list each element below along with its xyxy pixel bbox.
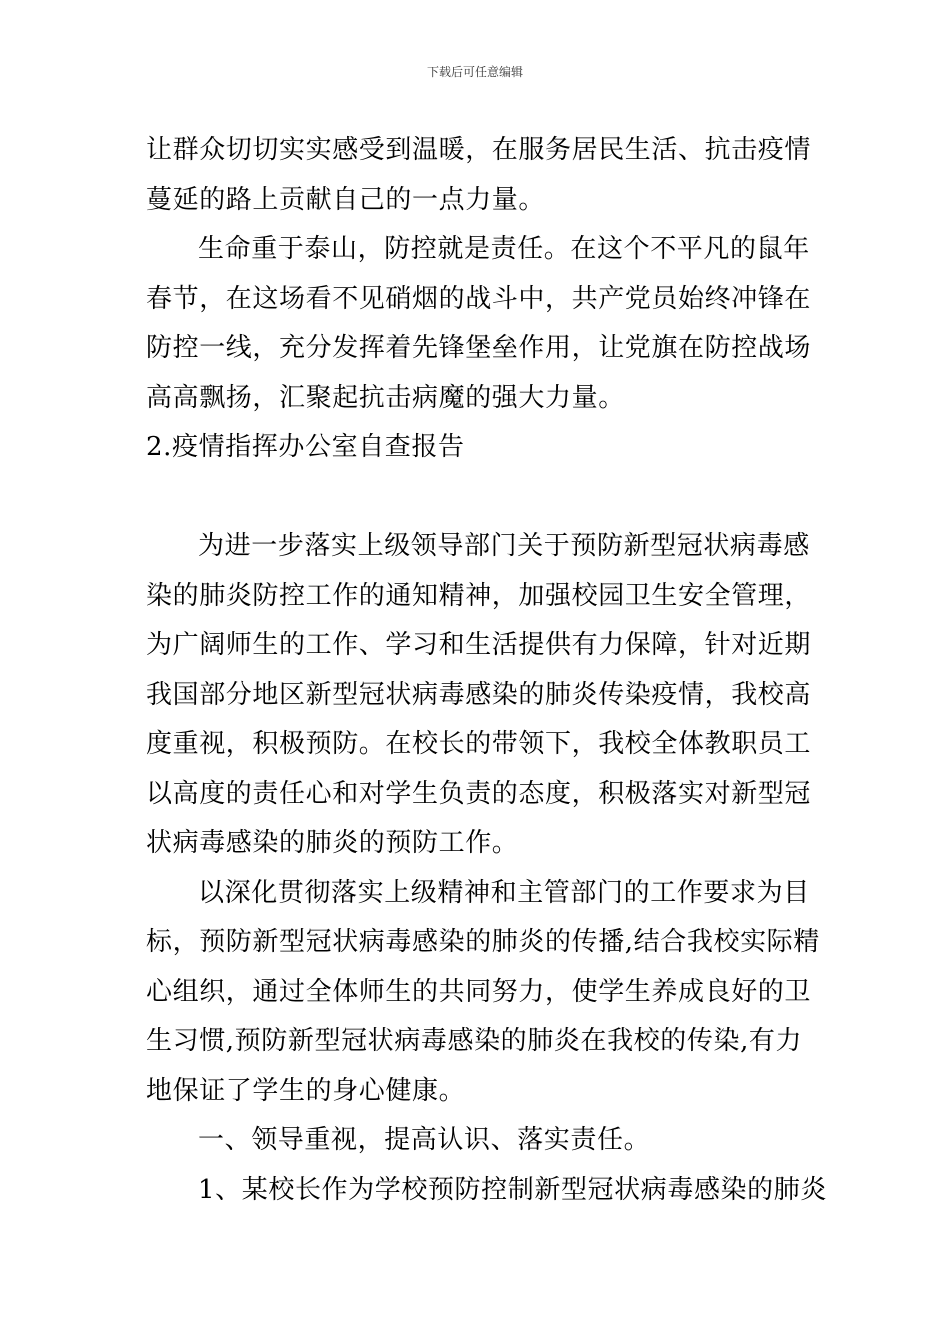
- text-line: 状病毒感染的肺炎的预防工作。: [146, 828, 519, 858]
- document-body: [146, 126, 827, 1215]
- blank-line: [146, 473, 808, 523]
- paragraph-start: 为进一步落实上级领导部门关于预防新型冠状病毒感: [198, 531, 810, 561]
- text-line: 为广阔师生的工作、学习和生活提供有力保障，针对近期: [146, 630, 812, 660]
- paragraph-start: 生命重于泰山，防控就是责任。在这个不平凡的鼠年: [198, 234, 810, 264]
- page-header: 下载后可任意编辑: [426, 65, 523, 79]
- text-line: 防控一线，充分发挥着先锋堡垒作用，让党旗在防控战场: [146, 333, 812, 363]
- text-line: 生习惯,预防新型冠状病毒感染的肺炎在我校的传染,有力: [146, 1026, 803, 1056]
- paragraph-start: 1、某校长作为学校预防控制新型冠状病毒感染的肺炎: [198, 1174, 827, 1205]
- text-line: 心组织，通过全体师生的共同努力，使学生养成良好的卫: [146, 976, 812, 1007]
- text-line: 蔓延的路上贡献自己的一点力量。: [146, 184, 546, 215]
- text-line: 高高飘扬，汇聚起抗击病魔的强大力量。: [146, 382, 625, 413]
- text-line: 染的肺炎防控工作的通知精神，加强校园卫生安全管理，: [146, 580, 812, 611]
- text-line: 我国部分地区新型冠状病毒感染的肺炎传染疫情，我校高: [146, 679, 812, 710]
- text-line: 地保证了学生的身心健康。: [146, 1075, 466, 1106]
- text-line: 标，预防新型冠状病毒感染的肺炎的传播,结合我校实际精: [146, 927, 820, 957]
- text-line: 度重视，积极预防。在校长的带领下，我校全体教职员工: [146, 729, 812, 759]
- text-line: 以高度的责任心和对学生负责的态度，积极落实对新型冠: [146, 778, 812, 809]
- text-line: 春节，在这场看不见硝烟的战斗中，共产党员始终冲锋在: [146, 283, 812, 314]
- text-line: 让群众切切实实感受到温暖，在服务居民生活、抗击疫情: [146, 135, 812, 165]
- paragraph-start: 以深化贯彻落实上级精神和主管部门的工作要求为目: [198, 877, 810, 908]
- subsection-heading: 一、领导重视，提高认识、落实责任。: [198, 1125, 651, 1155]
- section-heading: 2.疫情指挥办公室自查报告: [146, 432, 465, 462]
